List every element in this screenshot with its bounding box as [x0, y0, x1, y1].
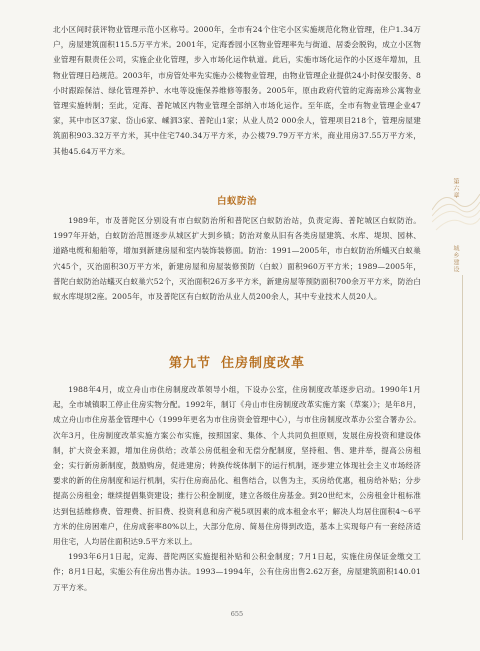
- bottom-text-block: [53, 382, 421, 595]
- subheading-termite-control: 白蚁防治: [216, 196, 257, 207]
- paragraph: 1988年4月，成立舟山市住房制度改革领导小组，下设办公室，住房制度改革逐步启动。1990年1月起，全市城镇职工停止住房实物分配。1992年，制订《舟山市住房制度改革实施方案（草案）》；是年8月，成立舟山市住房基金管理中心（1999年更名为市住房资金管理中心），与市住房制度改革办公室合署办公。次年3月，住房制度改革实施方案公布实施，按照国家、集体、个人共同负担原则，发展住房投资和建设体制，扩大资金来源，增加住房供给；改革公房低租金和无偿分配制度，坚持租、售、建并举，提高公房租金；实行新房新制度，鼓励购房，促进建房；转换传统体制下的运行机制，逐步建立体现社会主义市场经济要求的新的住房制度和运行机制，实行住房商品化、租售结合，以售为主，买房给优惠，租房给补贴；分步提高公房租金；继续提倡集资建设；推行公积金制度，建立各级住房基金。到20世纪末，公房租金计租标准达到包括维修费、管理费、折旧费、投资利息和房产税5项因素的成本租金水平；解决人均居住面积4～6平方米的住房困难户，住房成套率80%以上，大部分危房、简易住房得到改造，基本上实现每户有一套经济适用住宅，人均居住面积达9.5平方米以上。: [53, 385, 421, 547]
- section-heading: 住房制度改革: [221, 356, 306, 371]
- section-number: 第九节: [168, 356, 211, 371]
- chapter-label: 第六章: [452, 178, 459, 199]
- paragraph: 1989年，市及普陀区分别设有市白蚁防治所和普陀区白蚁防治站，负责定海、普陀城区白蚁防治。1997年开始，白蚁防治范围逐步从城区扩大到乡镇；防治对象从旧有各类房屋建筑、水库、堤坝、园林、道路电缆和船舶等，增加到新建房屋和室内装饰装修面。防治：1991—2005年，市白蚁防治所蟻灭白蚁巢穴45个，灭治面积30万平方米，新建房屋和房屋装修预防（白蚁）面积960万平方米；1989—2005年，普陀白蚁防治站蟻灭白蚁巢穴52个，灭治面积26万多平方米，新建房屋等预防面积700余万平方米，防治白蚁水库堤坝2座。2005年，市及普陀区有白蚁防治从业人员200余人，其中专业技术人员20人。: [53, 216, 421, 302]
- section-title: [0, 352, 474, 371]
- middle-text-block: [53, 213, 421, 304]
- mountain-decoration-icon: [432, 150, 480, 250]
- top-text-block: [53, 22, 421, 159]
- section-label: 城乡建设: [452, 245, 459, 273]
- side-divider: [462, 275, 463, 540]
- paragraph: 1993年6月1日起，定海、普陀两区实施提租补贴和公积金制度；7月1日起，实施住房保证金缴交工作；8月1日起，实施公有住房出售办法。1993—1994年，公有住房出售2.62万套，房屋建筑面积140.01万平方米。: [53, 552, 421, 592]
- paragraph: 北小区间时获评物业管理示范小区称号。2000年，全市有24个住宅小区实施规范化物业管理，住户1.34万户，房屋建筑面积115.5万平方米。2001年，定海香园小区物业管理率先与街道、居委会脱钩，成立小区物业管理有限责任公司，实施企业化管理，步入市场化运作轨道。此后，实施市场化运作的小区逐年增加，且物业管理日趋规范。2003年，市房管处率先实施办公楼物业管理，由物业管理企业提供24小时保安服务、8小时跟踪保洁、绿化管理养护、水电等设施保养维修等服务。2005年，原由政府代管的定海南珍公寓物业管理实施转制；至此，定海、普陀城区内物业管理全部纳入市场化运作。至年底，全市有物业管理企业47家，其中市区37家、岱山6家、嵊泗3家、普陀山1家；从业人员2 000余人，管理项目218个，管理房屋建筑面积903.32万平方米，其中住宅740.34万平方米，办公楼79.79万平方米，商业用房37.55万平方米，其他45.64万平方米。: [53, 25, 421, 156]
- page-number: 655: [230, 610, 244, 618]
